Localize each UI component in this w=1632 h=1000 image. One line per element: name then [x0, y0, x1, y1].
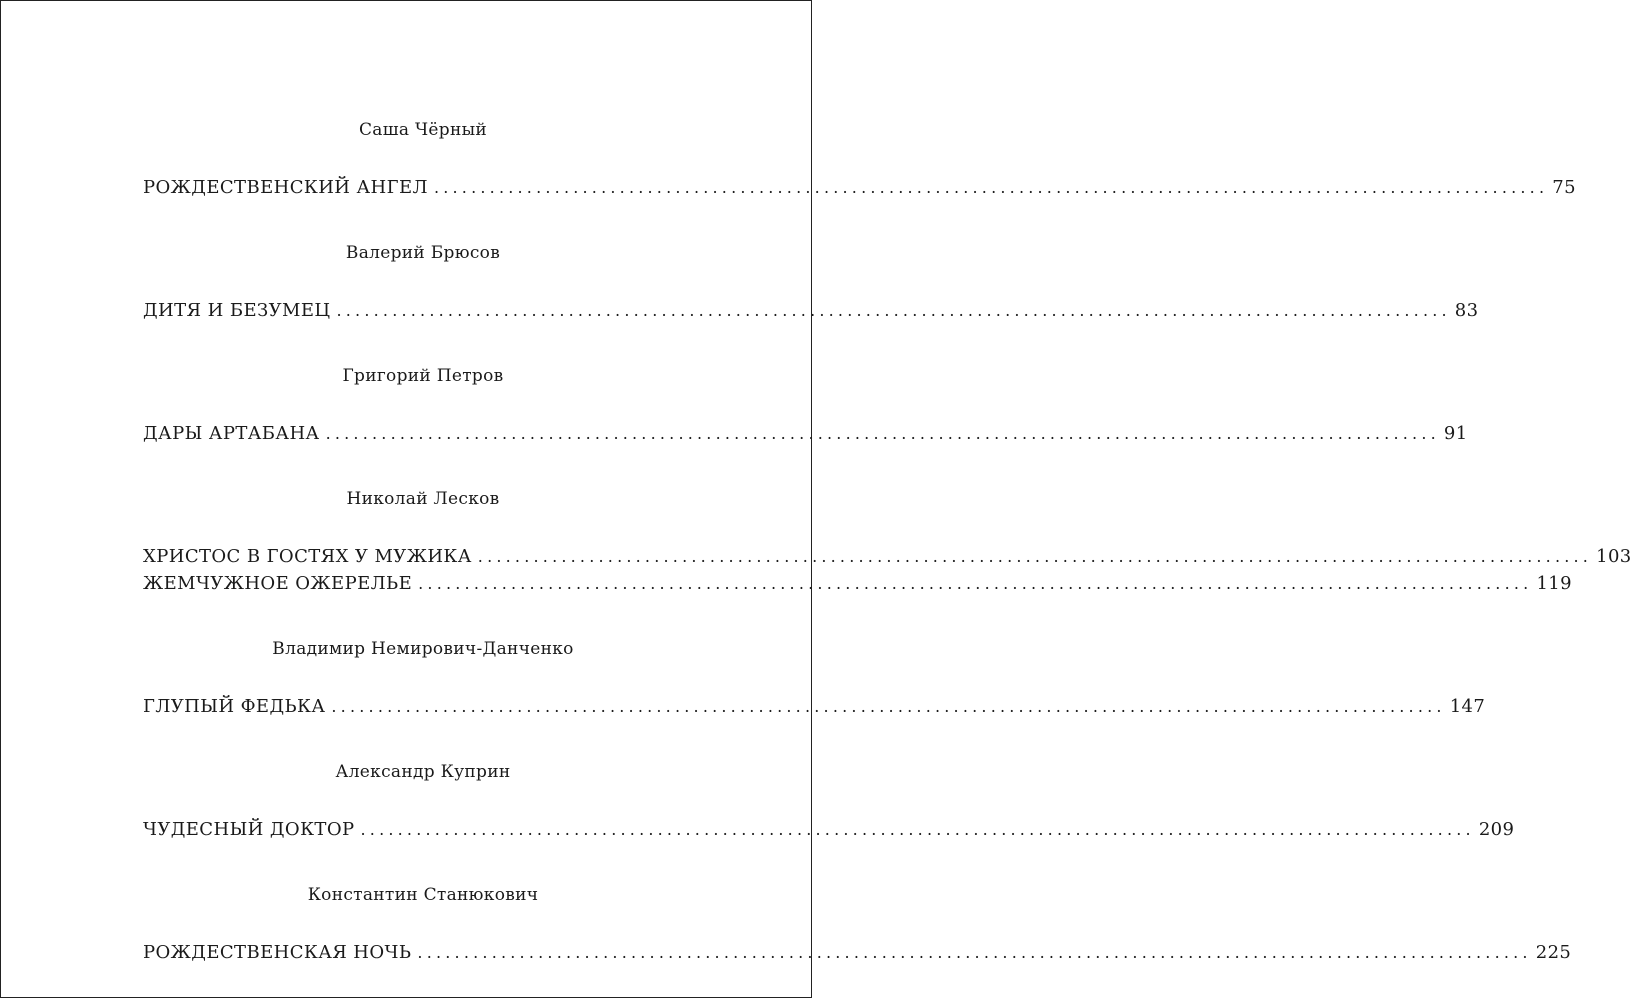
toc-entry[interactable]	[143, 420, 1468, 447]
toc-entry[interactable]	[143, 939, 1572, 966]
toc-section	[143, 363, 1468, 447]
page-number: 91	[1443, 423, 1468, 444]
toc-section	[143, 759, 1515, 843]
toc-entry[interactable]	[143, 297, 1479, 324]
dot-leader: ........................................................................................................................	[477, 547, 1593, 566]
toc-entry[interactable]	[143, 693, 1486, 720]
dot-leader: ........................................................................................................................	[433, 178, 1549, 197]
page-number: 119	[1536, 573, 1572, 594]
page-number: 225	[1535, 942, 1572, 963]
dot-leader: ........................................................................................................................	[418, 574, 1533, 593]
entry-title: ДИТЯ И БЕЗУМЕЦ	[143, 300, 331, 321]
author-name: Владимир Немирович-Данченко	[272, 639, 574, 659]
author-name: Александр Куприн	[335, 762, 511, 782]
dot-leader: ........................................................................................................................	[417, 943, 1532, 962]
author-name: Николай Лесков	[346, 489, 500, 509]
table-of-contents	[143, 113, 1632, 966]
page-number: 103	[1596, 546, 1632, 567]
dot-leader: ........................................................................................................................	[325, 424, 1440, 443]
toc-entry[interactable]	[143, 570, 1572, 597]
author-name: Григорий Петров	[342, 366, 504, 386]
dot-leader: ........................................................................................................................	[336, 301, 1451, 320]
toc-section	[143, 486, 1632, 597]
toc-entry[interactable]	[143, 543, 1632, 570]
entry-title: ХРИСТОС В ГОСТЯХ У МУЖИКА	[143, 546, 472, 567]
entry-title: РОЖДЕСТВЕНСКИЙ АНГЕЛ	[143, 177, 428, 198]
toc-entry[interactable]	[143, 816, 1515, 843]
entry-title: ЖЕМЧУЖНОЕ ОЖЕРЕЛЬЕ	[143, 573, 413, 594]
page-number: 83	[1454, 300, 1479, 321]
dot-leader: ........................................................................................................................	[360, 820, 1475, 839]
author-name: Константин Станюкович	[307, 885, 539, 905]
toc-entry[interactable]	[143, 174, 1576, 201]
dot-leader: ........................................................................................................................	[331, 697, 1446, 716]
toc-section	[143, 117, 1576, 201]
page-number: 209	[1478, 819, 1515, 840]
entry-title: ЧУДЕСНЫЙ ДОКТОР	[143, 819, 355, 840]
entry-title: РОЖДЕСТВЕНСКАЯ НОЧЬ	[143, 942, 412, 963]
toc-section	[143, 882, 1572, 966]
page-number: 75	[1552, 177, 1576, 198]
entry-title: ГЛУПЫЙ ФЕДЬКА	[143, 696, 326, 717]
entry-title: ДАРЫ АРТАБАНА	[143, 423, 320, 444]
author-name: Валерий Брюсов	[345, 243, 501, 263]
toc-section	[143, 240, 1479, 324]
author-name: Саша Чёрный	[358, 120, 488, 140]
page-number: 147	[1449, 696, 1486, 717]
toc-section	[143, 636, 1486, 720]
